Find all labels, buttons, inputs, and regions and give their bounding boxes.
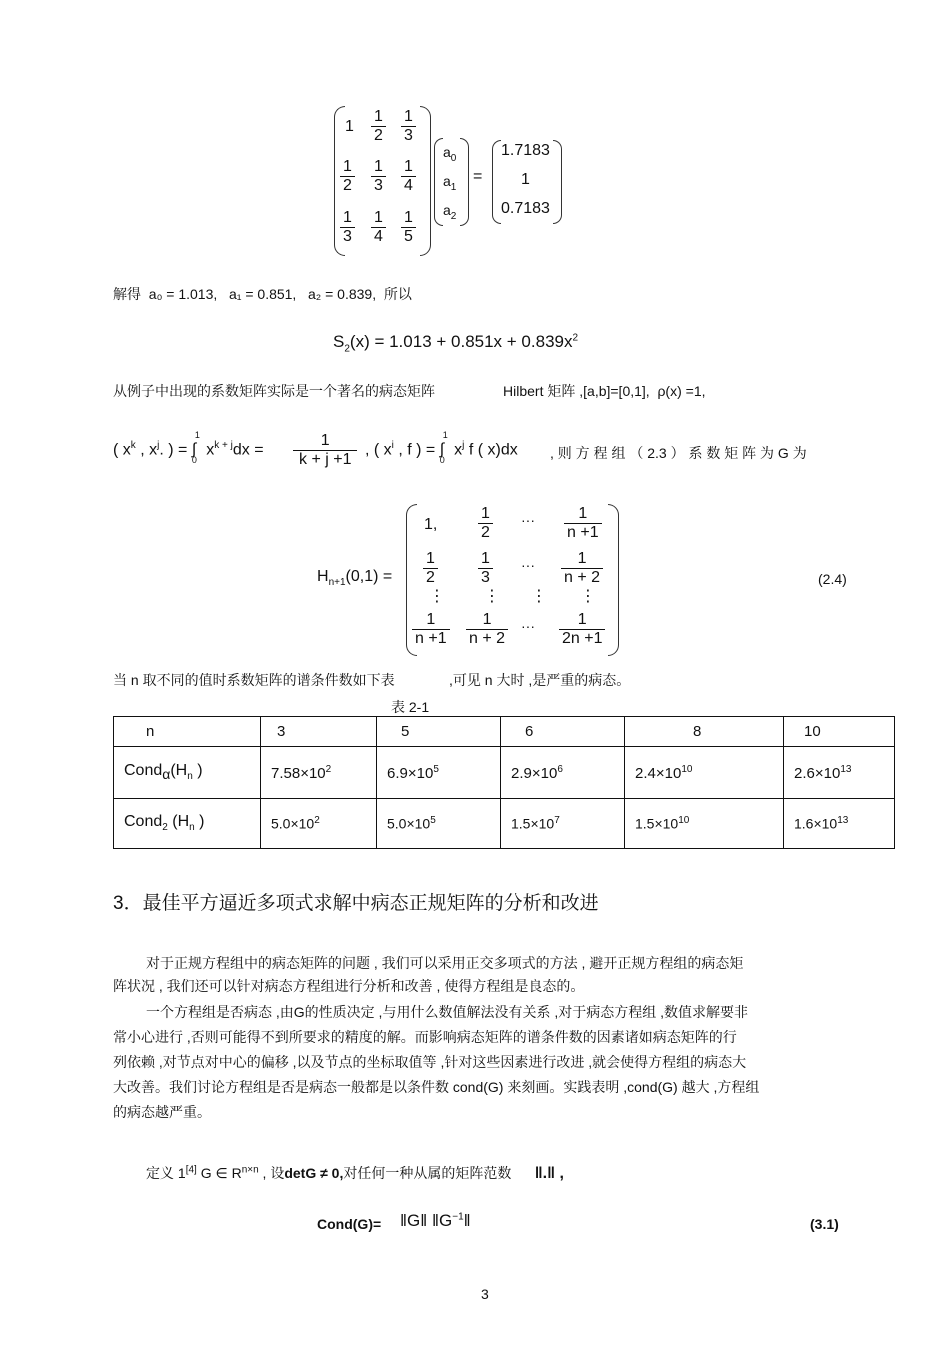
row2-cell-3: $5.0\times 10^2$: [261, 799, 377, 849]
m31: $\frac{1}{3}$: [340, 209, 355, 247]
paragraph-2-line-4: 大改善。我们讨论方程组是否是病态一般都是以条件数 cond(G) 来刻画。实践表明 ,cond(G) 越大 ,方程组: [113, 1079, 760, 1095]
integral-sign-icon: ∫ 1 0: [191, 430, 200, 466]
m13: $\frac{1}{3}$: [401, 108, 416, 146]
a2: $a_2$: [443, 202, 457, 222]
row2-cell-10: $1.6\times 10^{13}$: [784, 799, 895, 849]
m33: $\frac{1}{5}$: [401, 209, 416, 247]
inner-fraction: $\frac{1}{k + j +1}$: [293, 432, 357, 470]
paragraph-2-line-3: 列依赖 ,对节点对中心的偏移 ,以及节点的坐标取值等 ,针对这些因素进行改进 ,就会使得方程组的病态大: [113, 1054, 747, 1070]
solution-line: 解得 a₀ = 1.013, a₁ = 0.851, a₂ = 0.839, 所以: [113, 286, 412, 302]
h1-dots: ···: [521, 512, 535, 528]
equation-number-2-4: (2.4): [818, 571, 847, 587]
paragraph-1-line-1: 对于正规方程组中的病态矩阵的问题 , 我们可以采用正交多项式的方法 , 避开正规方程组的病态矩: [146, 955, 744, 971]
vec-a-right-paren: [460, 138, 469, 226]
cond-formula-lhs: Cond(G)=: [317, 1216, 382, 1232]
m12: $\frac{1}{2}$: [371, 108, 386, 146]
hnn: $\frac{1}{2n +1}$: [559, 611, 605, 649]
vdots-1: ⋮: [429, 588, 445, 605]
h12: $\frac{1}{2}$: [478, 505, 493, 543]
row1-cell-5: $6.9\times 10^5$: [377, 747, 501, 799]
m21: $\frac{1}{2}$: [340, 158, 355, 196]
definition-line: 定义 1[4] G ∈ $R^{n\times n}$ , 设detG ≠ 0,对任何一种从属的矩阵范数 ‖.‖ ,: [146, 1164, 564, 1182]
row1-cell-6: $2.9\times 10^6$: [501, 747, 625, 799]
m23: $\frac{1}{4}$: [401, 158, 416, 196]
row1-cell-10: $2.6\times 10^{13}$: [784, 747, 895, 799]
h2-dots: ···: [521, 557, 535, 573]
vdots-4: ⋮: [580, 588, 596, 605]
m32: $\frac{1}{4}$: [371, 209, 386, 247]
h2n: $\frac{1}{n + 2}$: [561, 550, 603, 588]
inner-product-second: , ( $x^i$ , f ) = ∫ 1 0 $x^j$ f ( x)dx: [365, 430, 518, 466]
table-row-cond-2: [114, 799, 895, 849]
row1-cell-8: $2.4\times 10^{10}$: [625, 747, 784, 799]
m11: 1: [345, 118, 354, 135]
row1-label: $Cond_\alpha(H_n$ ): [114, 747, 261, 799]
matrix-right-paren: [420, 106, 431, 256]
hn1: $\frac{1}{n +1}$: [412, 611, 450, 649]
page-number: 3: [481, 1286, 489, 1302]
row2-cell-5: $5.0\times 10^5$: [377, 799, 501, 849]
a0: $a_0$: [443, 144, 457, 164]
header-3: 3: [261, 717, 377, 747]
header-6: 6: [501, 717, 625, 747]
table-caption: 表 2-1: [391, 699, 430, 715]
rhs-right-paren: [553, 140, 562, 224]
integral-sign-icon-2: ∫ 1 0: [439, 430, 448, 466]
rhs-3: 0.7183: [501, 200, 550, 217]
row2-cell-6: $1.5\times 10^7$: [501, 799, 625, 849]
table-row-cond-alpha: [114, 747, 895, 799]
header-10: 10: [784, 717, 895, 747]
inner-product-line: ( $x^k$ , $x^j$. ) = ∫ 1 0 $x^{k + j}dx$ =: [113, 430, 264, 466]
header-n: n: [114, 717, 261, 747]
row2-label: Cond$_2$ ($H_n$ ): [114, 799, 261, 849]
vdots-2: ⋮: [484, 588, 500, 605]
vdots-3: ⋮: [531, 588, 547, 605]
a1: $a_1$: [443, 173, 457, 193]
inner-product-tail: , 则 方 程 组 （ 2.3 ） 系 数 矩 阵 为 G 为: [550, 445, 807, 461]
equation-number-3-1: (3.1): [810, 1216, 839, 1232]
rhs-1: 1.7183: [501, 142, 550, 159]
hmatrix-label: $H_{n+1}(0,1)$ =: [317, 568, 393, 589]
hilbert-intro: 从例子中出现的系数矩阵实际是一个著名的病态矩阵: [113, 383, 435, 399]
paragraph-2-line-2: 常小心进行 ,否则可能得不到所要求的精度的解。而影响病态矩阵的谱条件数的因素诸如病态矩阵的行: [113, 1029, 737, 1045]
hmatrix-right-paren: [608, 504, 619, 656]
rhs-left-paren: [492, 140, 501, 224]
table-intro: 当 n 取不同的值时系数矩阵的谱条件数如下表: [113, 672, 395, 688]
rhs-2: 1: [521, 171, 530, 188]
paragraph-1-line-2: 阵状况 , 我们还可以针对病态方程组进行分析和改善 , 使得方程组是良态的。: [113, 978, 585, 994]
table-intro-b: ,可见 n 大时 ,是严重的病态。: [449, 672, 631, 688]
cond-formula-rhs: ‖G‖ $‖G^{-1}‖$: [400, 1211, 471, 1230]
hilbert-name: Hilbert 矩阵 ,[a,b]=[0,1], ρ(x) =1,: [503, 383, 706, 399]
system-equals: =: [473, 168, 483, 185]
h11: 1,: [424, 516, 438, 533]
polynomial-formula: $S_2(x) = 1.013 + 0.851x + 0.839x^2$: [333, 332, 579, 355]
h1n: $\frac{1}{n +1}$: [564, 505, 602, 543]
hn2: $\frac{1}{n + 2}$: [466, 611, 508, 649]
m22: $\frac{1}{3}$: [371, 158, 386, 196]
condition-number-table: [113, 716, 895, 849]
paragraph-2-line-5: 的病态越严重。: [113, 1104, 211, 1120]
row2-cell-8: $1.5\times 10^{10}$: [625, 799, 784, 849]
h22: $\frac{1}{3}$: [478, 550, 493, 588]
row1-cell-3: $7.58\times 10^2$: [261, 747, 377, 799]
table-header-row: [114, 717, 895, 747]
section-heading: 3．最佳平方逼近多项式求解中病态正规矩阵的分析和改进: [113, 893, 599, 914]
paragraph-2-line-1: 一个方程组是否病态 ,由G的性质决定 ,与用什么数值解法没有关系 ,对于病态方程组 ,数值求解要非: [146, 1004, 749, 1020]
header-8: 8: [625, 717, 784, 747]
h3-dots: ···: [521, 618, 535, 634]
header-5: 5: [377, 717, 501, 747]
h21: $\frac{1}{2}$: [423, 550, 438, 588]
vec-a-left-paren: [434, 138, 443, 226]
